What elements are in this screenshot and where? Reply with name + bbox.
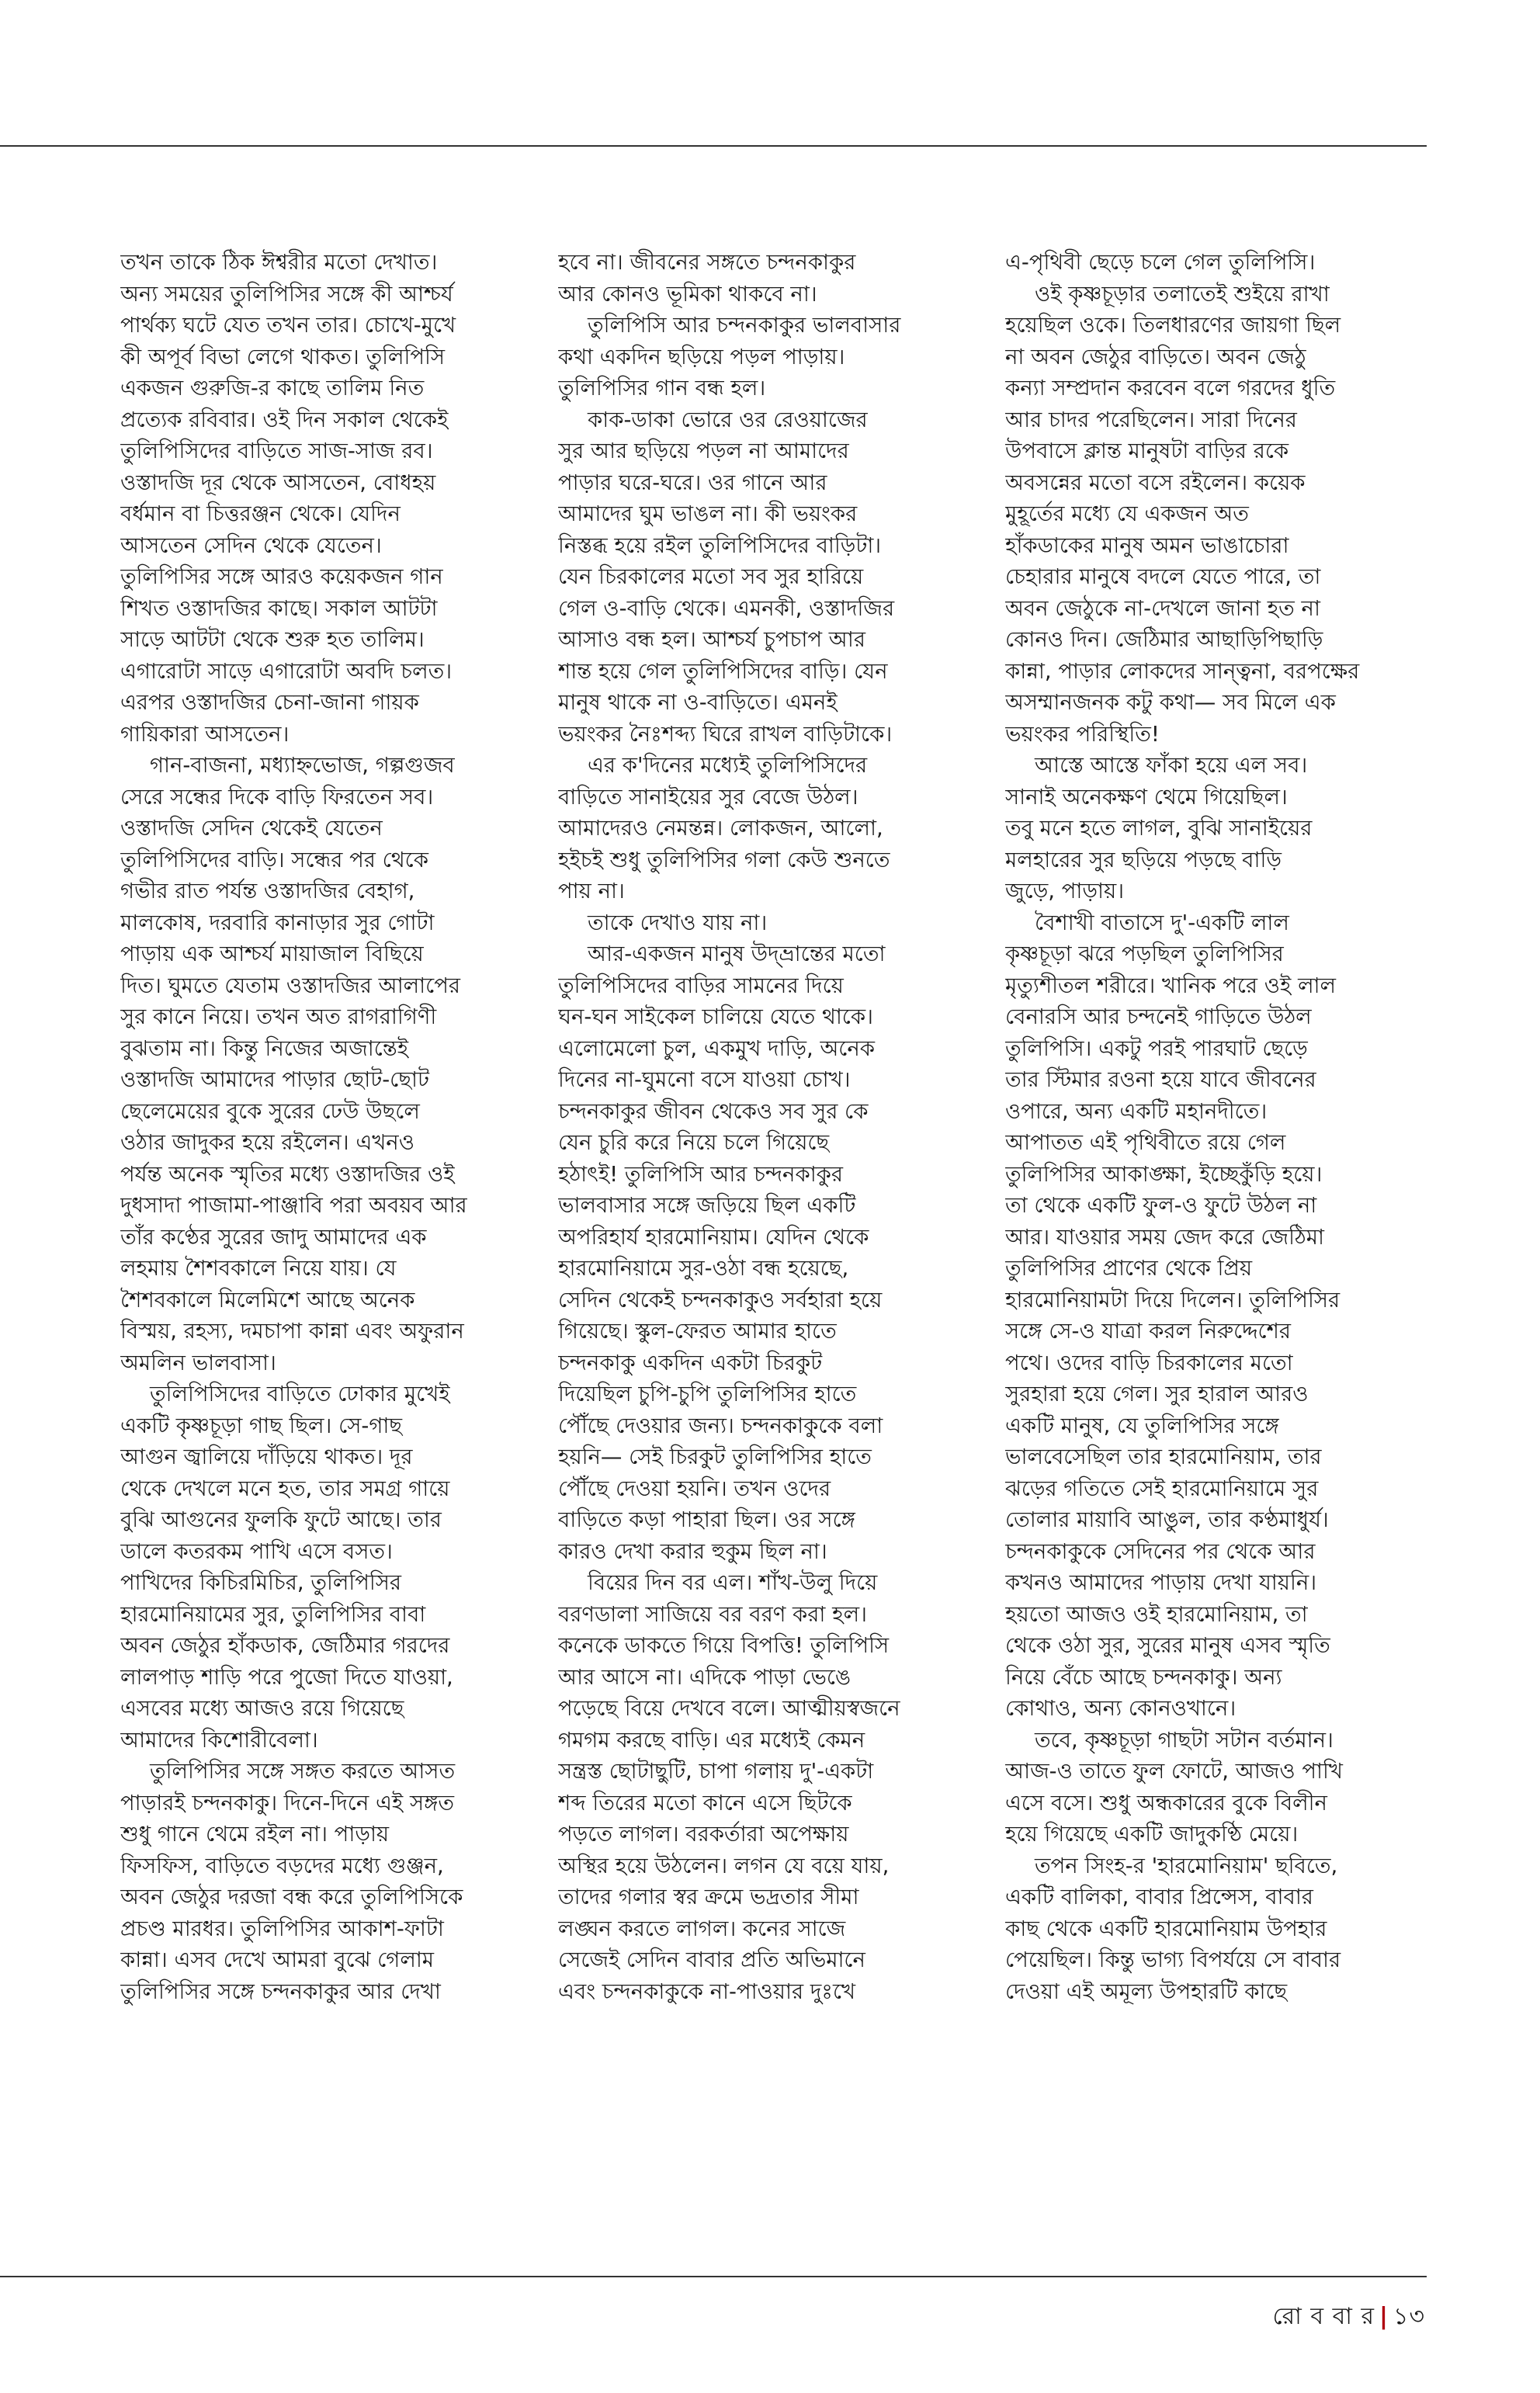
text-line: হবে না। জীবনের সঙ্গতে চন্দনকাকুর [558,250,856,275]
text-line: একটি কৃষ্ণচূড়া গাছ ছিল। সে-গাছ [120,1413,402,1438]
text-line: আগুন জ্বালিয়ে দাঁড়িয়ে থাকত। দূর [120,1444,413,1469]
text-line: পাড়ারই চন্দনকাকু। দিনে-দিনে এই সঙ্গত [120,1790,454,1816]
text-line: শান্ত হয়ে গেল তুলিপিসিদের বাড়ি। যেন [558,658,888,684]
text-line: কোথাও, অন্য কোনওখানে। [1005,1696,1237,1721]
text-line: সুর কানে নিয়ে। তখন অত রাগরাগিণী [120,1004,437,1029]
text-line: চন্দনকাকুর জীবন থেকেও সব সুর কে [558,1098,869,1124]
text-line: আর। যাওয়ার সময় জেদ করে জেঠিমা [1005,1224,1324,1250]
text-line: হইচই শুধু তুলিপিসির গলা কেউ শুনতে [558,847,890,872]
text-line: সঙ্গে সে-ও যাত্রা করল নিরুদ্দেশের [1005,1319,1291,1344]
text-line: থেকে ওঠা সুর, সুরের মানুষ এসব স্মৃতি [1005,1633,1330,1658]
text-line: পেয়েছিল। কিন্তু ভাগ্য বিপর্যয়ে সে বাবার [1005,1947,1341,1972]
text-line: মানুষ থাকে না ও-বাড়িতে। এমনই [558,690,838,715]
text-line: পড়তে লাগল। বরকর্তারা অপেক্ষায় [558,1822,849,1847]
text-line: হয়নি— সেই চিরকুট তুলিপিসির হাতে [558,1444,872,1469]
text-line: ওপারে, অন্য একটি মহানদীতে। [1005,1098,1268,1124]
text-line: লহমায় শৈশবকালে নিয়ে যায়। যে [120,1256,397,1281]
text-line: তবে, কৃষ্ণচূড়া গাছটা সটান বর্তমান। [1035,1727,1334,1753]
text-line: কৃষ্ণচূড়া ঝরে পড়ছিল তুলিপিসির [1005,942,1284,966]
text-line: আর চাদর পরেছিলেন। সারা দিনের [1005,407,1297,432]
text-line: এর ক'দিনের মধ্যেই তুলিপিসিদের [588,753,868,778]
text-line: ওঠার জাদুকর হয়ে রইলেন। এখনও [120,1130,414,1155]
text-column-2 [558,247,962,2007]
text-line: ডালে কতরকম পাখি এসে বসত। [120,1538,393,1564]
text-line: এগারোটা সাড়ে এগারোটা অবদি চলত। [120,658,453,684]
text-line: একটি মানুষ, যে তুলিপিসির সঙ্গে [1005,1413,1279,1438]
text-line: ভয়ংকর নৈঃশব্দ্য ঘিরে রাখল বাড়িটাকে। [558,721,893,747]
text-column-1 [120,247,524,2007]
text-line: নিস্তব্ধ হয়ে রইল তুলিপিসিদের বাড়িটা। [558,532,882,558]
text-line: দিত। ঘুমতে যেতাম ওস্তাদজির আলাপের [120,973,460,998]
folio-separator: | [1379,2303,1389,2330]
text-line: ভালবাসার সঙ্গে জড়িয়ে ছিল একটি [558,1193,856,1218]
text-line: উপবাসে ক্লান্ত মানুষটা বাড়ির রকে [1005,439,1289,463]
text-line: ওই কৃষ্ণচূড়ার তলাতেই শুইয়ে রাখা [1035,281,1330,307]
text-line: ওস্তাদজি দূর থেকে আসতেন, বোধহয় [120,470,436,495]
text-line: পাড়ায় এক আশ্চর্য মায়াজাল বিছিয়ে [120,942,424,966]
text-line: কখনও আমাদের পাড়ায় দেখা যায়নি। [1005,1570,1317,1595]
text-line: পাড়ার ঘরে-ঘরে। ওর গানে আর [558,470,827,495]
text-line: শিখত ওস্তাদজির কাছে। সকাল আটটা [120,595,438,621]
text-line: সন্ত্রস্ত ছোটাছুটি, চাপা গলায় দু'-একটা [558,1759,874,1784]
text-line: আর কোনও ভূমিকা থাকবে না। [558,281,817,307]
text-line: তুলিপিসির আকাঙ্ক্ষা, ইচ্ছেকুঁড়ি হয়ে। [1005,1161,1323,1187]
text-line: আস্তে আস্তে ফাঁকা হয়ে এল সব। [1035,753,1308,778]
text-line: এবং চন্দনকাকুকে না-পাওয়ার দুঃখে [558,1979,856,2004]
text-line: চেহারার মানুষে বদলে যেতে পারে, তা [1005,564,1321,589]
text-line: সানাই অনেকক্ষণ থেমে গিয়েছিল। [1005,784,1288,810]
text-line: যেন চিরকালের মতো সব সুর হারিয়ে [558,564,864,589]
footer-rule [0,2276,1427,2277]
text-line: কারও দেখা করার হুকুম ছিল না। [558,1538,827,1564]
text-line: গমগম করছে বাড়ি। এর মধ্যেই কেমন [558,1727,865,1753]
text-line: ঘন-ঘন সাইকেল চালিয়ে যেতে থাকে। [558,1004,873,1029]
text-line: তপন সিংহ-র 'হারমোনিয়াম' ছবিতে, [1035,1853,1338,1878]
text-line: বাড়িতে কড়া পাহারা ছিল। ওর সঙ্গে [558,1507,855,1532]
text-line: বর্ধমান বা চিত্তরঞ্জন থেকে। যেদিন [120,501,401,526]
text-line: এসে বসে। শুধু অন্ধকারের বুকে বিলীন [1005,1790,1327,1816]
magazine-name: রো ব বা র [1272,2303,1375,2330]
text-line: বুঝতাম না। কিন্তু নিজের অজান্তেই [120,1035,409,1061]
text-line: বৈশাখী বাতাসে দু'-একটি লাল [1035,910,1289,935]
text-line: অবন জেঠুকে না-দেখলে জানা হত না [1005,595,1320,621]
text-line: একটি বালিকা, বাবার প্রিন্সেস, বাবার [1005,1885,1313,1909]
text-line: বিয়ের দিন বর এল। শাঁখ-উলু দিয়ে [588,1570,878,1595]
text-line: আজ-ও তাতে ফুল ফোটে, আজও পাখি [1005,1759,1343,1784]
text-line: হয়েছিল ওকে। তিলধারণের জায়গা ছিল [1005,313,1341,338]
text-line: আপাতত এই পৃথিবীতে রয়ে গেল [1005,1130,1286,1155]
text-line: বিস্ময়, রহস্য, দমচাপা কান্না এবং অফুরান [120,1319,464,1344]
text-line: পার্থক্য ঘটে যেত তখন তার। চোখে-মুখে [120,313,456,338]
text-line: অমলিন ভালবাসা। [120,1350,276,1375]
text-line: হয়ে গিয়েছে একটি জাদুকণ্ঠি মেয়ে। [1005,1822,1299,1847]
text-line: ভয়ংকর পরিস্থিতি! [1005,721,1160,747]
text-line: আর আসে না। এদিকে পাড়া ভেঙে [558,1664,852,1690]
text-line: কন্যা সম্প্রদান করবেন বলে গরদের ধুতি [1005,376,1336,401]
text-line: সুরহারা হয়ে গেল। সুর হারাল আরও [1005,1382,1309,1406]
text-line: হারমোনিয়ামটা দিয়ে দিলেন। তুলিপিসির [1005,1287,1341,1313]
text-line: কোনও দিন। জেঠিমার আছাড়িপিছাড়ি [1005,627,1323,652]
text-line: গেল ও-বাড়ি থেকে। এমনকী, ওস্তাদজির [558,595,895,621]
text-line: সেরে সন্ধের দিকে বাড়ি ফিরতেন সব। [120,784,434,810]
text-line: তুলিপিসিদের বাড়ির সামনের দিয়ে [558,973,844,998]
text-line: লালপাড় শাড়ি পরে পুজো দিতে যাওয়া, [120,1664,453,1690]
text-line: এ-পৃথিবী ছেড়ে চলে গেল তুলিপিসি। [1005,250,1316,275]
text-line: মৃত্যুশীতল শরীরে। খানিক পরে ওই লাল [1005,973,1337,998]
text-line: তুলিপিসিদের বাড়িতে সাজ-সাজ রব। [120,439,433,463]
text-line: হারমোনিয়ামে সুর-ওঠা বন্ধ হয়েছে, [558,1256,849,1281]
text-line: বাড়িতে সানাইয়ের সুর বেজে উঠল। [558,784,858,810]
text-line: অবসন্নের মতো বসে রইলেন। কয়েক [1005,470,1306,495]
text-line: যেন চুরি করে নিয়ে চলে গিয়েছে [558,1130,830,1155]
text-line: বরণডালা সাজিয়ে বর বরণ করা হল। [558,1601,867,1627]
text-line: তুলিপিসি। একটু পরই পারঘাট ছেড়ে [1005,1035,1308,1061]
text-line: গভীর রাত পর্যন্ত ওস্তাদজির বেহাগ, [120,879,415,903]
text-line: ওস্তাদজি আমাদের পাড়ার ছোট-ছোট [120,1067,429,1092]
text-line: অন্য সময়ের তুলিপিসির সঙ্গে কী আশ্চর্য [120,281,453,307]
text-line: দেওয়া এই অমূল্য উপহারটি কাছে [1005,1979,1288,2004]
text-line: আসতেন সেদিন থেকে যেতেন। [120,532,382,558]
text-line: তাকে দেখাও যায় না। [588,910,768,935]
text-line: ছেলেমেয়ের বুকে সুরের ঢেউ উছলে [120,1098,420,1124]
text-line: গান-বাজনা, মধ্যাহ্নভোজ, গল্পগুজব [150,753,455,778]
text-line: আমাদের কিশোরীবেলা। [120,1727,318,1753]
text-column-3 [1005,247,1409,2007]
text-line: তুলিপিসির সঙ্গে সঙ্গত করতে আসত [150,1759,456,1784]
text-line: আমাদেরও নেমন্তন্ন। লোকজন, আলো, [558,816,883,841]
text-line: ঝড়ের গতিতে সেই হারমোনিয়ামে সুর [1005,1476,1319,1501]
text-line: তুলিপিসিদের বাড়িতে ঢোকার মুখেই [150,1382,450,1406]
text-line: দুধসাদা পাজামা-পাঞ্জাবি পরা অবয়ব আর [120,1193,467,1218]
text-line: তুলিপিসির সঙ্গে চন্দনকাকুর আর দেখা [120,1979,441,2004]
text-line: হয়তো আজও ওই হারমোনিয়াম, তা [1005,1601,1308,1627]
text-line: ফিসফিস, বাড়িতে বড়দের মধ্যে গুঞ্জন, [120,1853,444,1878]
text-line: কাছ থেকে একটি হারমোনিয়াম উপহার [1005,1916,1327,1941]
text-line: তাঁর কণ্ঠের সুরের জাদু আমাদের এক [120,1224,427,1250]
text-line: হারমোনিয়ামের সুর, তুলিপিসির বাবা [120,1601,426,1627]
text-line: বুঝি আগুনের ফুলকি ফুটে আছে। তার [120,1507,442,1532]
text-line: না অবন জেঠুর বাড়িতে। অবন জেঠু [1005,344,1306,369]
text-line: পায় না। [558,879,625,903]
text-line: চন্দনকাকুকে সেদিনের পর থেকে আর [1005,1538,1316,1564]
text-line: কাক-ডাকা ভোরে ওর রেওয়াজের [588,407,868,432]
text-line: শুধু গানে থেমে রইল না। পাড়ায় [120,1822,390,1847]
text-line: কান্না, পাড়ার লোকদের সান্ত্বনা, বরপক্ষের [1005,658,1360,684]
text-line: মুহূর্তের মধ্যে যে একজন অত [1005,501,1249,526]
text-line: পথে। ওদের বাড়ি চিরকালের মতো [1005,1350,1293,1375]
page-number: ১৩ [1393,2303,1425,2330]
text-line: আর-একজন মানুষ উদ্‌ভ্রান্তের মতো [588,942,886,966]
text-line: সাড়ে আটটা থেকে শুরু হত তালিম। [120,627,425,652]
text-line: অস্থির হয়ে উঠলেন। লগন যে বয়ে যায়, [558,1853,890,1878]
text-line: একজন গুরুজি-র কাছে তালিম নিত [120,376,425,401]
page-folio [1272,2298,1425,2337]
text-line: ভালবেসেছিল তার হারমোনিয়াম, তার [1005,1444,1322,1469]
text-line: অবন জেঠুর দরজা বন্ধ করে তুলিপিসিকে [120,1885,463,1909]
text-line: কথা একদিন ছড়িয়ে পড়ল পাড়ায়। [558,344,845,369]
text-line: প্রত্যেক রবিবার। ওই দিন সকাল থেকেই [120,407,449,432]
text-line: তুলিপিসির সঙ্গে আরও কয়েকজন গান [120,564,443,589]
text-line: সেজেই সেদিন বাবার প্রতি অভিমানে [558,1947,865,1972]
text-line: নিয়ে বেঁচে আছে চন্দনকাকু। অন্য [1005,1664,1282,1690]
text-line: তবু মনে হতে লাগল, বুঝি সানাইয়ের [1005,816,1313,841]
text-line: দিনের না-ঘুমনো বসে যাওয়া চোখ। [558,1067,851,1092]
text-line: সুর আর ছড়িয়ে পড়ল না আমাদের [558,439,849,463]
text-line: তুলিপিসির গান বন্ধ হল। [558,376,766,401]
text-line: বেনারসি আর চন্দনেই গাড়িতে উঠল [1005,1004,1312,1029]
text-line: কী অপূর্ব বিভা লেগে থাকত। তুলিপিসি [120,344,446,369]
text-line: তার স্টিমার রওনা হয়ে যাবে জীবনের [1005,1067,1316,1092]
text-line: তা থেকে একটি ফুল-ও ফুটে উঠল না [1005,1193,1317,1218]
text-line: তখন তাকে ঠিক ঈশ্বরীর মতো দেখাত। [120,250,438,275]
text-line: এরপর ওস্তাদজির চেনা-জানা গায়ক [120,690,419,715]
text-line: হঠাৎই! তুলিপিসি আর চন্দনকাকুর [558,1161,844,1187]
text-line: কনেকে ডাকতে গিয়ে বিপত্তি! তুলিপিসি [558,1633,890,1658]
text-line: এলোমেলো চুল, একমুখ দাড়ি, অনেক [558,1035,875,1061]
text-line: আসাও বন্ধ হল। আশ্চর্য চুপচাপ আর [558,627,865,652]
text-line: তুলিপিসিদের বাড়ি। সন্ধের পর থেকে [120,847,428,872]
text-line: পাখিদের কিচিরমিচির, তুলিপিসির [120,1570,402,1595]
text-line: তাদের গলার স্বর ক্রমে ভদ্রতার সীমা [558,1885,859,1909]
text-line: তুলিপিসির প্রাণের থেকে প্রিয় [1005,1256,1253,1281]
text-line: শব্দ তিরের মতো কানে এসে ছিটকে [558,1790,852,1816]
text-line: পর্যন্ত অনেক স্মৃতির মধ্যে ওস্তাদজির ওই [120,1161,455,1187]
text-line: অপরিহার্য হারমোনিয়াম। যেদিন থেকে [558,1224,869,1250]
text-line: চন্দনকাকু একদিন একটা চিরকুট [558,1350,823,1375]
text-line: সেদিন থেকেই চন্দনকাকুও সর্বহারা হয়ে [558,1287,883,1313]
text-line: হাঁকডাকের মানুষ অমন ভাঙাচোরা [1005,532,1289,558]
text-line: তুলিপিসি আর চন্দনকাকুর ভালবাসার [588,313,901,338]
text-line: পড়েছে বিয়ে দেখবে বলে। আত্মীয়স্বজনে [558,1696,900,1721]
text-line: পৌঁছে দেওয়া হয়নি। তখন ওদের [558,1476,831,1501]
text-line: পৌঁছে দেওয়ার জন্য। চন্দনকাকুকে বলা [558,1413,883,1438]
text-line: অবন জেঠুর হাঁকডাক, জেঠিমার গরদের [120,1633,450,1658]
text-line: মলহারের সুর ছড়িয়ে পড়ছে বাড়ি [1005,847,1282,872]
text-line: গায়িকারা আসতেন। [120,721,290,747]
text-line: লঙ্ঘন করতে লাগল। কনের সাজে [558,1916,846,1941]
text-line: আমাদের ঘুম ভাঙল না। কী ভয়ংকর [558,501,858,526]
text-line: তোলার মায়াবি আঙুল, তার কণ্ঠমাধুর্য। [1005,1507,1329,1532]
text-line: গিয়েছে। স্কুল-ফেরত আমার হাতে [558,1319,837,1344]
text-line: অসম্মানজনক কটু কথা— সব মিলে এক [1005,690,1336,715]
text-line: দিয়েছিল চুপি-চুপি তুলিপিসির হাতে [558,1382,857,1406]
text-line: এসবের মধ্যে আজও রয়ে গিয়েছে [120,1696,404,1721]
text-line: প্রচণ্ড মারধর। তুলিপিসির আকাশ-ফাটা [120,1916,444,1941]
text-line: শৈশবকালে মিলেমিশে আছে অনেক [120,1287,415,1313]
text-line: জুড়ে, পাড়ায়। [1005,879,1125,903]
header-rule [0,145,1427,147]
text-line: ওস্তাদজি সেদিন থেকেই যেতেন [120,816,383,841]
text-line: থেকে দেখলে মনে হত, তার সমগ্র গায়ে [120,1476,450,1501]
text-line: মালকোষ, দরবারি কানাড়ার সুর গোটা [120,910,435,935]
text-line: কান্না। এসব দেখে আমরা বুঝে গেলাম [120,1947,435,1972]
